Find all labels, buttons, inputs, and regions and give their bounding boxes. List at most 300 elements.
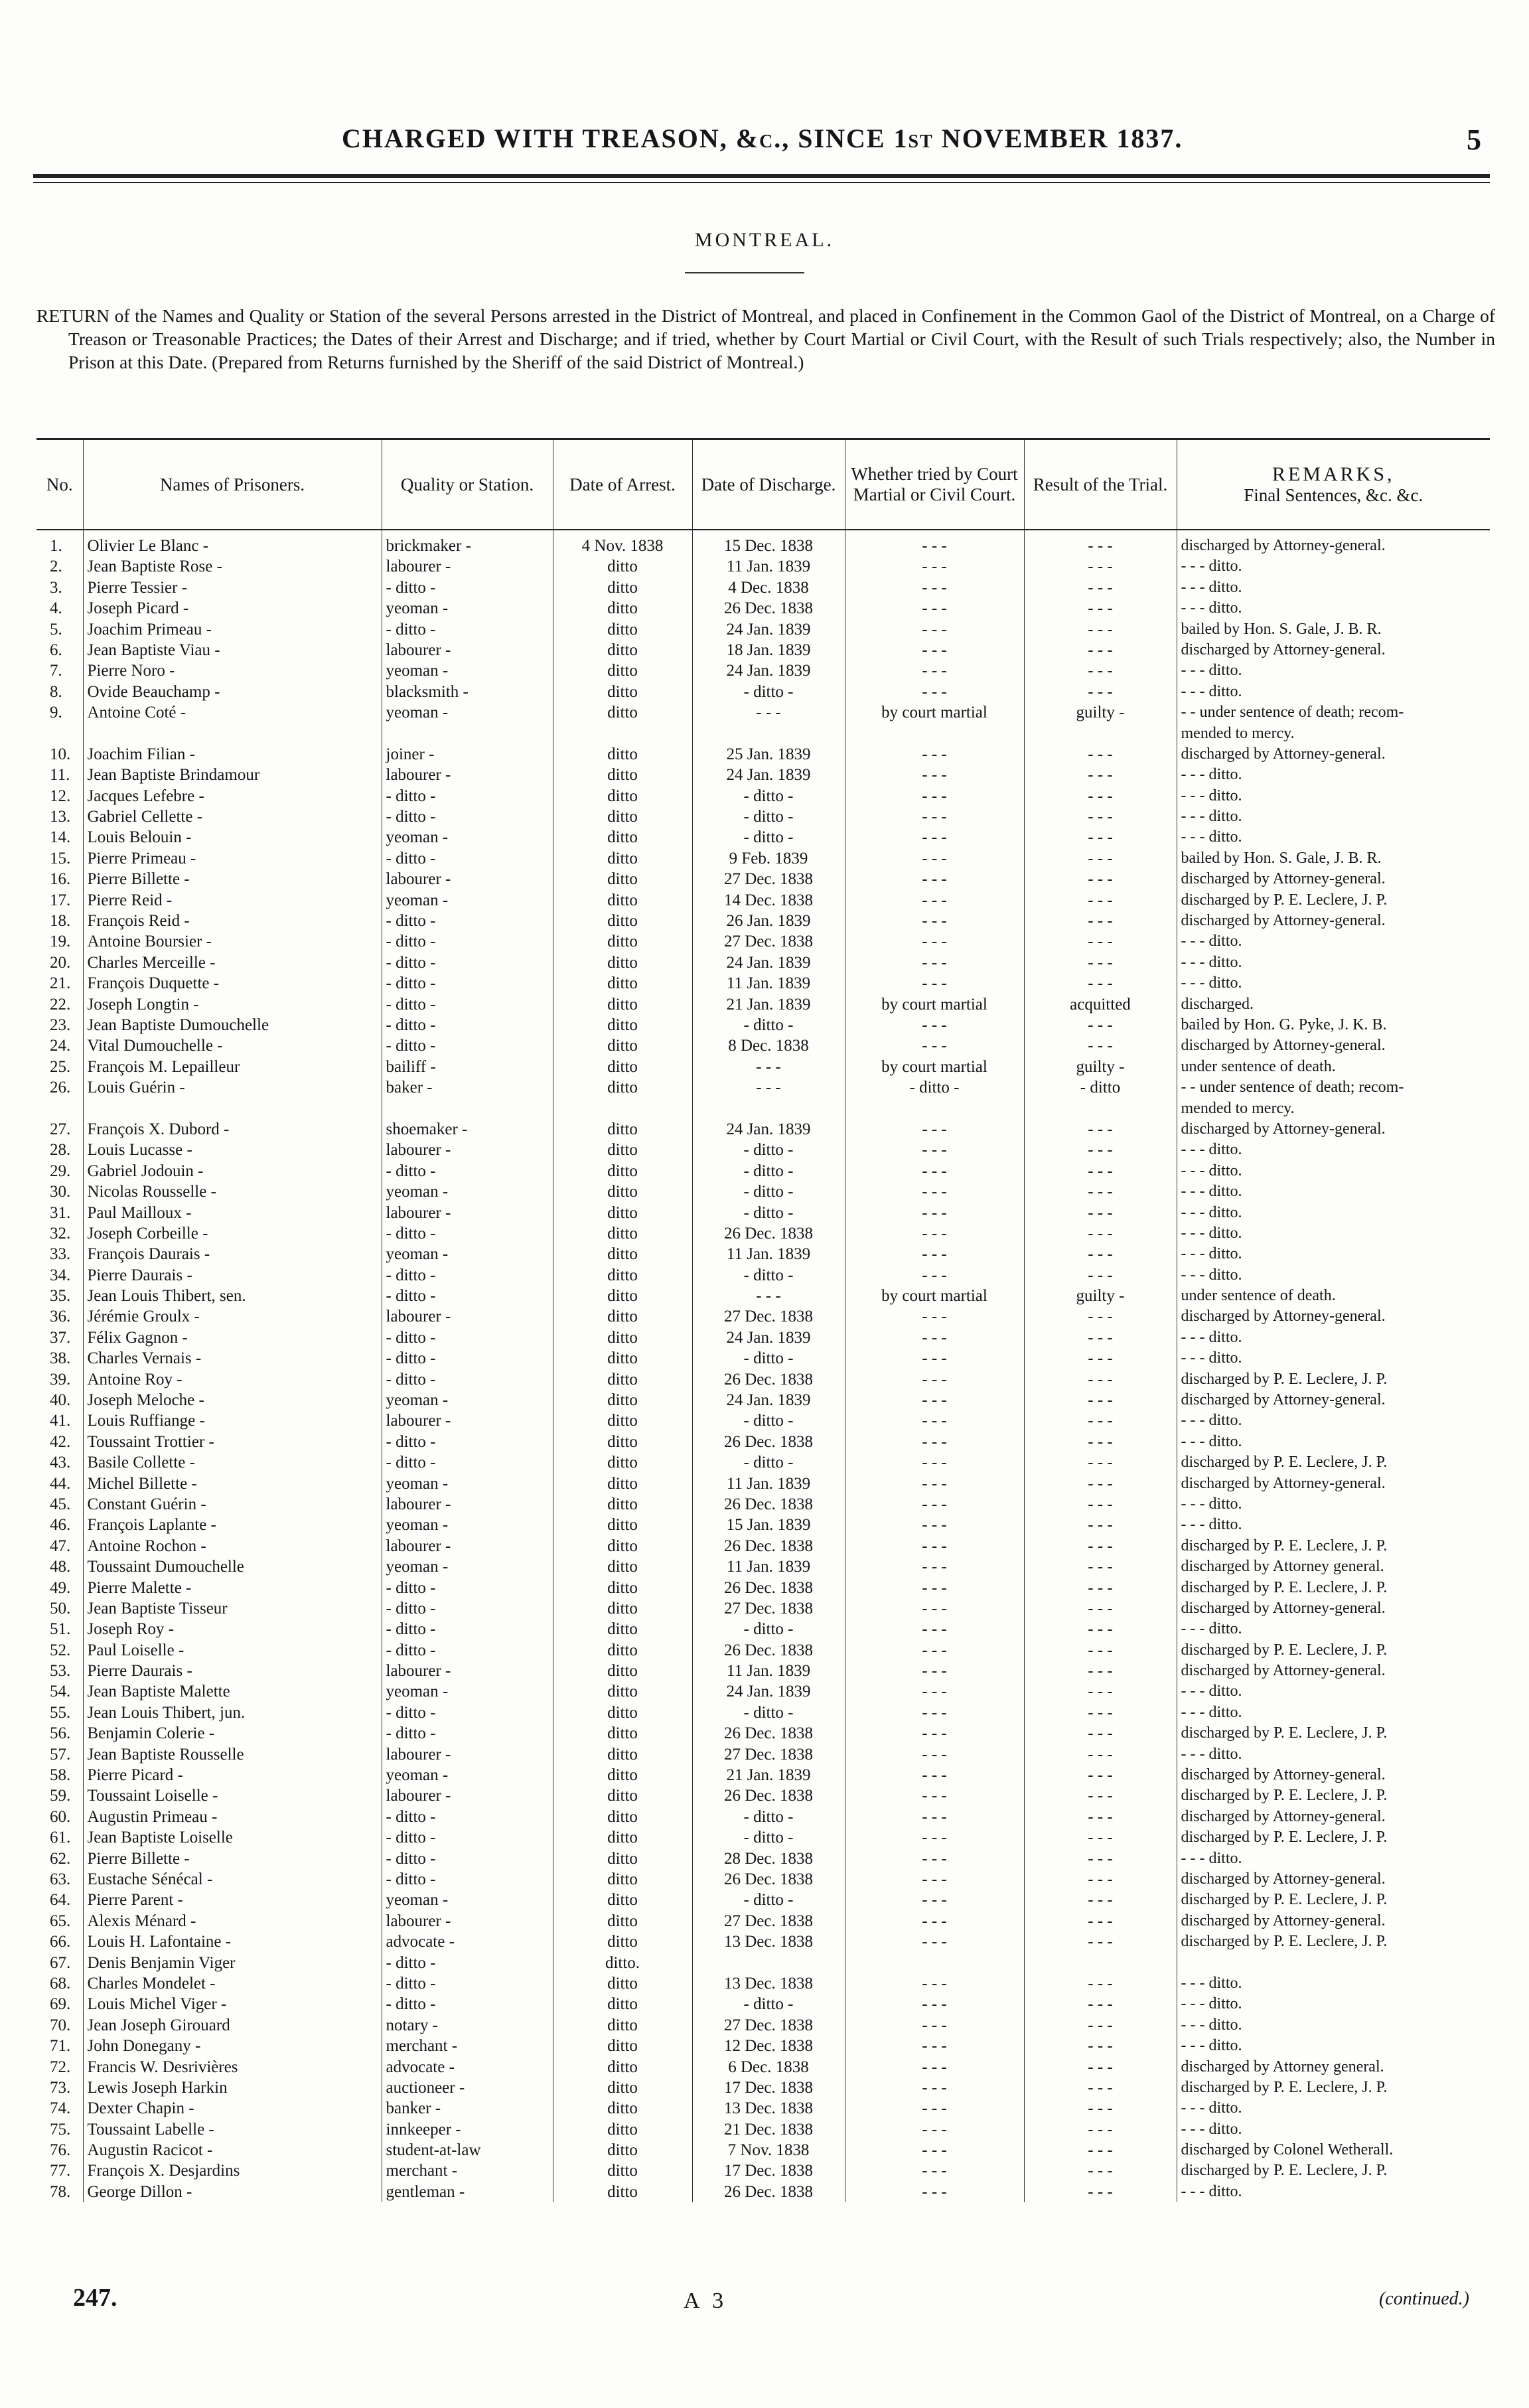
return-description: RETURN of the Names and Quality or Station of the several Persons arrested in the District of Montreal, and placed in Confinement in the Common Gaol of the District of Montreal, on a Charge of Treason or Treasonable Practices; the Dates of their Arrest and Discharge; and if tried, whether by Court Martial or Civil Court, with the Result of such Trials respectively; also, the Number in Prison at this Date. (Prepared from Returns furnished by the Sheriff of the said District of Montreal.) (36, 305, 1495, 372)
cell-remarks: under sentence of death. (1177, 1286, 1490, 1306)
cell-name: François Duquette - (83, 973, 382, 994)
table-row (36, 723, 1490, 744)
cell-quality: - ditto - (382, 577, 553, 598)
cell-court: - - - (845, 1223, 1024, 1244)
table-row (36, 973, 1490, 994)
cell-court: - - - (845, 1015, 1024, 1035)
cell-remarks: - - - ditto. (1177, 1140, 1490, 1160)
cell-remarks: - - - ditto. (1177, 765, 1490, 785)
cell-quality: student-at-law (382, 2140, 553, 2160)
cell-arrest: ditto (553, 1057, 692, 1077)
table-row (36, 1953, 1490, 1973)
cell-arrest: ditto (553, 869, 692, 889)
cell-remarks: discharged by P. E. Leclere, J. P. (1177, 1890, 1490, 1910)
cell-result: - - - (1024, 1015, 1177, 1035)
cell-quality: yeoman - (382, 1473, 553, 1494)
cell-discharge: 25 Jan. 1839 (692, 744, 845, 765)
cell-remarks: discharged by Attorney-general. (1177, 1473, 1490, 1494)
cell-name: Joseph Meloche - (83, 1390, 382, 1410)
header-discharge: Date of Discharge. (692, 439, 845, 530)
cell-quality: - ditto - (382, 1348, 553, 1369)
table-row (36, 1723, 1490, 1744)
cell-court: - - - (845, 1515, 1024, 1535)
cell-arrest: ditto (553, 598, 692, 619)
cell-remarks: - - - ditto. (1177, 2036, 1490, 2056)
cell-remarks: discharged by Attorney-general. (1177, 530, 1490, 556)
cell-name: Basile Collette - (83, 1452, 382, 1473)
cell-discharge: 12 Dec. 1838 (692, 2036, 845, 2056)
cell-no: 50. (50, 1599, 71, 1618)
cell-name: Jean Baptiste Dumouchelle (83, 1015, 382, 1035)
cell-quality: - ditto - (382, 1973, 553, 1994)
cell-no: 66. (50, 1933, 71, 1951)
cell-name: Jean Baptiste Tisseur (83, 1598, 382, 1619)
table-row (36, 1306, 1490, 1327)
cell-court: - - - (845, 827, 1024, 848)
cell-remarks: - - - ditto. (1177, 1702, 1490, 1723)
table-row (36, 1536, 1490, 1556)
cell-quality: gentleman - (382, 2182, 553, 2202)
cell-arrest: ditto (553, 827, 692, 848)
cell-result: - - - (1024, 2036, 1177, 2056)
cell-no: 70. (50, 2016, 71, 2034)
cell-court: - - - (845, 530, 1024, 556)
cell-arrest: ditto (553, 619, 692, 640)
cell-discharge: - ditto - (692, 1203, 845, 1223)
table-row (36, 1161, 1490, 1181)
cell-quality: joiner - (382, 744, 553, 765)
cell-remarks: discharged by P. E. Leclere, J. P. (1177, 1640, 1490, 1661)
cell-arrest: 4 Nov. 1838 (553, 530, 692, 556)
cell-name: Toussaint Dumouchelle (83, 1556, 382, 1577)
cell-quality: banker - (382, 2098, 553, 2119)
cell-result: - - - (1024, 2119, 1177, 2140)
cell-quality: - ditto - (382, 1578, 553, 1598)
cell-no: 25. (50, 1057, 71, 1076)
cell-no: 33. (50, 1245, 71, 1264)
cell-no: 56. (50, 1724, 71, 1743)
cell-result: - - - (1024, 1181, 1177, 1202)
cell-name: Augustin Racicot - (83, 2140, 382, 2160)
cell-name: Lewis Joseph Harkin (83, 2077, 382, 2098)
cell-remarks: - - - ditto. (1177, 973, 1490, 994)
cell-discharge: - ditto - (692, 827, 845, 848)
cell-result: - - - (1024, 530, 1177, 556)
table-row (36, 2160, 1490, 2181)
cell-quality: labourer - (382, 1306, 553, 1327)
cell-no: 6. (50, 640, 62, 659)
cell-quality: innkeeper - (382, 2119, 553, 2140)
table-row (36, 1869, 1490, 1890)
cell-name: Jean Louis Thibert, sen. (83, 1286, 382, 1306)
cell-quality: auctioneer - (382, 2077, 553, 2098)
cell-result: - - - (1024, 1702, 1177, 1723)
cell-name: François Laplante - (83, 1515, 382, 1535)
cell-name: John Donegany - (83, 2036, 382, 2056)
cell-result: - - - (1024, 1348, 1177, 1369)
table-row (36, 869, 1490, 889)
cell-name: Augustin Primeau - (83, 1807, 382, 1827)
cell-discharge (692, 723, 845, 744)
cell-court: - - - (845, 1661, 1024, 1681)
cell-quality: labourer - (382, 1494, 553, 1515)
cell-name: Denis Benjamin Viger (83, 1953, 382, 1973)
cell-remarks: - - under sentence of death; recom- (1177, 702, 1490, 723)
cell-no: 1. (50, 537, 62, 555)
cell-result (1024, 1098, 1177, 1119)
cell-name: Alexis Ménard - (83, 1911, 382, 1931)
cell-no: 71. (50, 2037, 71, 2056)
cell-court: - - - (845, 1536, 1024, 1556)
cell-discharge: 26 Dec. 1838 (692, 1723, 845, 1744)
cell-remarks: under sentence of death. (1177, 1057, 1490, 1077)
cell-name: Pierre Malette - (83, 1578, 382, 1598)
cell-arrest: ditto (553, 1265, 692, 1286)
cell-discharge: 15 Dec. 1838 (692, 530, 845, 556)
cell-name: Louis Ruffiange - (83, 1410, 382, 1431)
cell-discharge: 11 Jan. 1839 (692, 556, 845, 577)
cell-court: - - - (845, 2057, 1024, 2077)
cell-result: - - - (1024, 1306, 1177, 1327)
cell-result: - - - (1024, 1807, 1177, 1827)
cell-result: - - - (1024, 744, 1177, 765)
cell-court: - - - (845, 1473, 1024, 1494)
table-row (36, 1640, 1490, 1661)
cell-discharge: 26 Dec. 1838 (692, 1785, 845, 1806)
cell-arrest: ditto (553, 1369, 692, 1390)
cell-discharge: 27 Dec. 1838 (692, 1744, 845, 1765)
cell-name: Jacques Lefebre - (83, 786, 382, 806)
footer-continued: (continued.) (1378, 2289, 1469, 2309)
cell-quality: yeoman - (382, 1890, 553, 1910)
cell-result: - - - (1024, 2015, 1177, 2036)
cell-remarks: discharged by P. E. Leclere, J. P. (1177, 1578, 1490, 1598)
cell-arrest: ditto (553, 1161, 692, 1181)
cell-arrest: ditto (553, 1931, 692, 1952)
cell-no: 61. (50, 1829, 71, 1847)
cell-name: Olivier Le Blanc - (83, 530, 382, 556)
cell-arrest: ditto (553, 1723, 692, 1744)
cell-remarks: discharged by P. E. Leclere, J. P. (1177, 1369, 1490, 1390)
cell-court: - - - (845, 1869, 1024, 1890)
cell-no: 29. (50, 1162, 71, 1180)
cell-discharge: 24 Jan. 1839 (692, 1390, 845, 1410)
table-row (36, 1098, 1490, 1119)
cell-name: Joseph Picard - (83, 598, 382, 619)
cell-remarks (1177, 1953, 1490, 1973)
cell-quality: labourer - (382, 1203, 553, 1223)
cell-result: - - - (1024, 1681, 1177, 1702)
table-row (36, 2057, 1490, 2077)
cell-arrest: ditto (553, 660, 692, 681)
table-row (36, 1827, 1490, 1848)
cell-discharge: 26 Dec. 1838 (692, 1369, 845, 1390)
cell-result: - - - (1024, 2160, 1177, 2181)
cell-quality: merchant - (382, 2036, 553, 2056)
cell-name: Paul Loiselle - (83, 1640, 382, 1661)
table-row (36, 2140, 1490, 2160)
cell-no: 15. (50, 849, 71, 867)
cell-remarks: - - - ditto. (1177, 1244, 1490, 1264)
cell-court (845, 1953, 1024, 1973)
cell-arrest: ditto (553, 1661, 692, 1681)
table-row (36, 890, 1490, 911)
table-row (36, 1494, 1490, 1515)
cell-name: Jean Baptiste Viau - (83, 640, 382, 660)
cell-result (1024, 723, 1177, 744)
cell-court: by court martial (845, 1057, 1024, 1077)
table-row (36, 660, 1490, 681)
cell-court: - - - (845, 1807, 1024, 1827)
cell-quality: labourer - (382, 1410, 553, 1431)
cell-discharge: 11 Jan. 1839 (692, 1661, 845, 1681)
cell-arrest: ditto (553, 1035, 692, 1056)
cell-name: Louis H. Lafontaine - (83, 1931, 382, 1952)
cell-name: François Daurais - (83, 1244, 382, 1264)
cell-quality: yeoman - (382, 890, 553, 911)
cell-no: 11. (50, 766, 70, 785)
cell-result: - - - (1024, 682, 1177, 702)
header-name: Names of Prisoners. (83, 439, 382, 530)
cell-court: - - - (845, 1723, 1024, 1744)
cell-arrest: ditto (553, 848, 692, 869)
cell-no: 46. (50, 1516, 71, 1535)
cell-no: 52. (50, 1641, 71, 1659)
cell-no: 64. (50, 1891, 71, 1910)
cell-quality: labourer - (382, 765, 553, 785)
cell-name: Pierre Daurais - (83, 1661, 382, 1681)
cell-court: - - - (845, 2077, 1024, 2098)
cell-name: Joachim Filian - (83, 744, 382, 765)
table-row (36, 1973, 1490, 1994)
cell-no: 26. (50, 1079, 71, 1097)
cell-discharge: 11 Jan. 1839 (692, 1473, 845, 1494)
cell-discharge: 6 Dec. 1838 (692, 2057, 845, 2077)
cell-remarks: - - - ditto. (1177, 786, 1490, 806)
cell-arrest: ditto (553, 2057, 692, 2077)
cell-name (83, 1098, 382, 1119)
cell-remarks: discharged by P. E. Leclere, J. P. (1177, 1785, 1490, 1806)
cell-arrest: ditto (553, 2077, 692, 2098)
cell-court: - - - (845, 1161, 1024, 1181)
cell-remarks: - - - ditto. (1177, 1161, 1490, 1181)
cell-discharge: 21 Dec. 1838 (692, 2119, 845, 2140)
cell-remarks: discharged by Attorney general. (1177, 1556, 1490, 1577)
cell-discharge: 24 Jan. 1839 (692, 1119, 845, 1140)
cell-name: Pierre Primeau - (83, 848, 382, 869)
cell-no: 55. (50, 1703, 71, 1722)
cell-discharge: 15 Jan. 1839 (692, 1515, 845, 1535)
cell-court: - - - (845, 640, 1024, 660)
cell-arrest: ditto (553, 2119, 692, 2140)
cell-discharge: 26 Dec. 1838 (692, 2182, 845, 2202)
table-row (36, 1578, 1490, 1598)
cell-remarks: discharged by Attorney general. (1177, 2057, 1490, 2077)
cell-discharge: - ditto - (692, 1181, 845, 1202)
cell-name: Benjamin Colerie - (83, 1723, 382, 1744)
cell-discharge: - ditto - (692, 1348, 845, 1369)
cell-discharge: 7 Nov. 1838 (692, 2140, 845, 2160)
cell-name: Paul Mailloux - (83, 1203, 382, 1223)
table-row (36, 556, 1490, 577)
cell-quality: labourer - (382, 1785, 553, 1806)
cell-arrest: ditto (553, 1119, 692, 1140)
cell-no: 48. (50, 1558, 71, 1576)
header-remarks (1177, 439, 1490, 530)
cell-court: - - - (845, 1848, 1024, 1869)
cell-remarks: - - - ditto. (1177, 1681, 1490, 1702)
cell-arrest: ditto (553, 577, 692, 598)
cell-quality: bailiff - (382, 1057, 553, 1077)
cell-no: 72. (50, 2058, 71, 2076)
cell-no: 40. (50, 1391, 71, 1410)
cell-result: - - - (1024, 1369, 1177, 1390)
cell-name: Eustache Sénécal - (83, 1869, 382, 1890)
cell-court: - - - (845, 1181, 1024, 1202)
cell-no: 17. (50, 891, 71, 909)
cell-remarks: - - - ditto. (1177, 556, 1490, 577)
cell-result: - - - (1024, 1994, 1177, 2014)
cell-quality: - ditto - (382, 931, 553, 952)
cell-remarks: - - - ditto. (1177, 952, 1490, 973)
cell-discharge: - - - (692, 1077, 845, 1098)
table-row (36, 1598, 1490, 1619)
cell-result: acquitted (1024, 994, 1177, 1015)
cell-no: 73. (50, 2078, 71, 2097)
cell-result: - - - (1024, 1203, 1177, 1223)
table-row (36, 931, 1490, 952)
cell-arrest: ditto (553, 1348, 692, 1369)
cell-result: - - - (1024, 1265, 1177, 1286)
cell-quality: - ditto - (382, 952, 553, 973)
cell-arrest: ditto (553, 1785, 692, 1806)
cell-no: 9. (50, 704, 62, 722)
cell-court: - - - (845, 619, 1024, 640)
cell-name: Joachim Primeau - (83, 619, 382, 640)
cell-quality: yeoman - (382, 1556, 553, 1577)
cell-arrest: ditto (553, 1598, 692, 1619)
cell-no: 67. (50, 1953, 71, 1972)
cell-arrest: ditto (553, 1432, 692, 1452)
cell-result: - - - (1024, 1931, 1177, 1952)
cell-arrest: ditto (553, 1223, 692, 1244)
cell-name: Pierre Parent - (83, 1890, 382, 1910)
cell-discharge: - ditto - (692, 1702, 845, 1723)
cell-discharge: - ditto - (692, 1619, 845, 1639)
cell-arrest: ditto (553, 1619, 692, 1639)
cell-name: Vital Dumouchelle - (83, 1035, 382, 1056)
cell-name: Francis W. Desrivières (83, 2057, 382, 2077)
cell-result: - - - (1024, 2098, 1177, 2119)
table-row (36, 1057, 1490, 1077)
cell-quality: - ditto - (382, 1369, 553, 1390)
cell-remarks: bailed by Hon. S. Gale, J. B. R. (1177, 619, 1490, 640)
cell-arrest: ditto (553, 1452, 692, 1473)
cell-name: Jean Baptiste Rousselle (83, 1744, 382, 1765)
cell-remarks: discharged by Attorney-general. (1177, 869, 1490, 889)
cell-no: 8. (50, 682, 62, 701)
cell-arrest: ditto (553, 1640, 692, 1661)
cell-arrest: ditto (553, 702, 692, 723)
table-row (36, 1744, 1490, 1765)
cell-no: 10. (50, 745, 71, 763)
cell-court: - - - (845, 660, 1024, 681)
table-row (36, 1119, 1490, 1140)
cell-court: - - - (845, 1973, 1024, 1994)
cell-court: - - - (845, 2119, 1024, 2140)
cell-discharge: 9 Feb. 1839 (692, 848, 845, 869)
cell-result: - - - (1024, 1640, 1177, 1661)
cell-arrest: ditto (553, 1807, 692, 1827)
cell-remarks: - - - ditto. (1177, 2182, 1490, 2202)
cell-no: 19. (50, 933, 71, 951)
cell-quality: - ditto - (382, 806, 553, 827)
cell-court: - - - (845, 1556, 1024, 1577)
cell-result: - - - (1024, 1432, 1177, 1452)
cell-quality: advocate - (382, 2057, 553, 2077)
cell-remarks: discharged by Attorney-general. (1177, 1765, 1490, 1785)
cell-result: - - - (1024, 1578, 1177, 1598)
cell-quality: yeoman - (382, 1515, 553, 1535)
cell-court: - - - (845, 1390, 1024, 1410)
cell-arrest: ditto (553, 682, 692, 702)
cell-quality: - ditto - (382, 911, 553, 931)
cell-arrest: ditto (553, 2160, 692, 2181)
cell-discharge: 24 Jan. 1839 (692, 619, 845, 640)
cell-arrest: ditto (553, 765, 692, 785)
cell-quality (382, 1098, 553, 1119)
cell-no: 45. (50, 1495, 71, 1513)
cell-quality: - ditto - (382, 619, 553, 640)
cell-no: 75. (50, 2120, 71, 2139)
table-row (36, 530, 1490, 556)
table-row (36, 619, 1490, 640)
cell-arrest: ditto (553, 911, 692, 931)
cell-quality: labourer - (382, 640, 553, 660)
cell-discharge: 8 Dec. 1838 (692, 1035, 845, 1056)
cell-court: - - - (845, 869, 1024, 889)
cell-quality: labourer - (382, 1140, 553, 1160)
cell-discharge: 21 Jan. 1839 (692, 1765, 845, 1785)
cell-remarks: - - - ditto. (1177, 598, 1490, 619)
cell-no: 32. (50, 1224, 71, 1242)
cell-remarks: discharged by P. E. Leclere, J. P. (1177, 1452, 1490, 1473)
table-row (36, 2119, 1490, 2140)
cell-discharge: - ditto - (692, 1410, 845, 1431)
cell-result: - - - (1024, 1140, 1177, 1160)
cell-result: - - - (1024, 973, 1177, 994)
cell-arrest: ditto (553, 1744, 692, 1765)
cell-court: - - - (845, 1035, 1024, 1056)
cell-remarks: discharged by Attorney-general. (1177, 911, 1490, 931)
cell-name: Joseph Longtin - (83, 994, 382, 1015)
cell-discharge: 18 Jan. 1839 (692, 640, 845, 660)
cell-quality: labourer - (382, 1911, 553, 1931)
cell-remarks: discharged. (1177, 994, 1490, 1015)
table-row (36, 1931, 1490, 1952)
cell-name: Pierre Daurais - (83, 1265, 382, 1286)
cell-remarks: - - - ditto. (1177, 1265, 1490, 1286)
cell-remarks: - - - ditto. (1177, 931, 1490, 952)
cell-remarks: discharged by P. E. Leclere, J. P. (1177, 890, 1490, 911)
cell-court: - - - (845, 1785, 1024, 1806)
cell-remarks: discharged by P. E. Leclere, J. P. (1177, 1723, 1490, 1744)
cell-name: Joseph Roy - (83, 1619, 382, 1639)
cell-name: Félix Gagnon - (83, 1327, 382, 1348)
cell-no: 23. (50, 1016, 71, 1034)
cell-remarks: - - - ditto. (1177, 1494, 1490, 1515)
table-row (36, 1181, 1490, 1202)
